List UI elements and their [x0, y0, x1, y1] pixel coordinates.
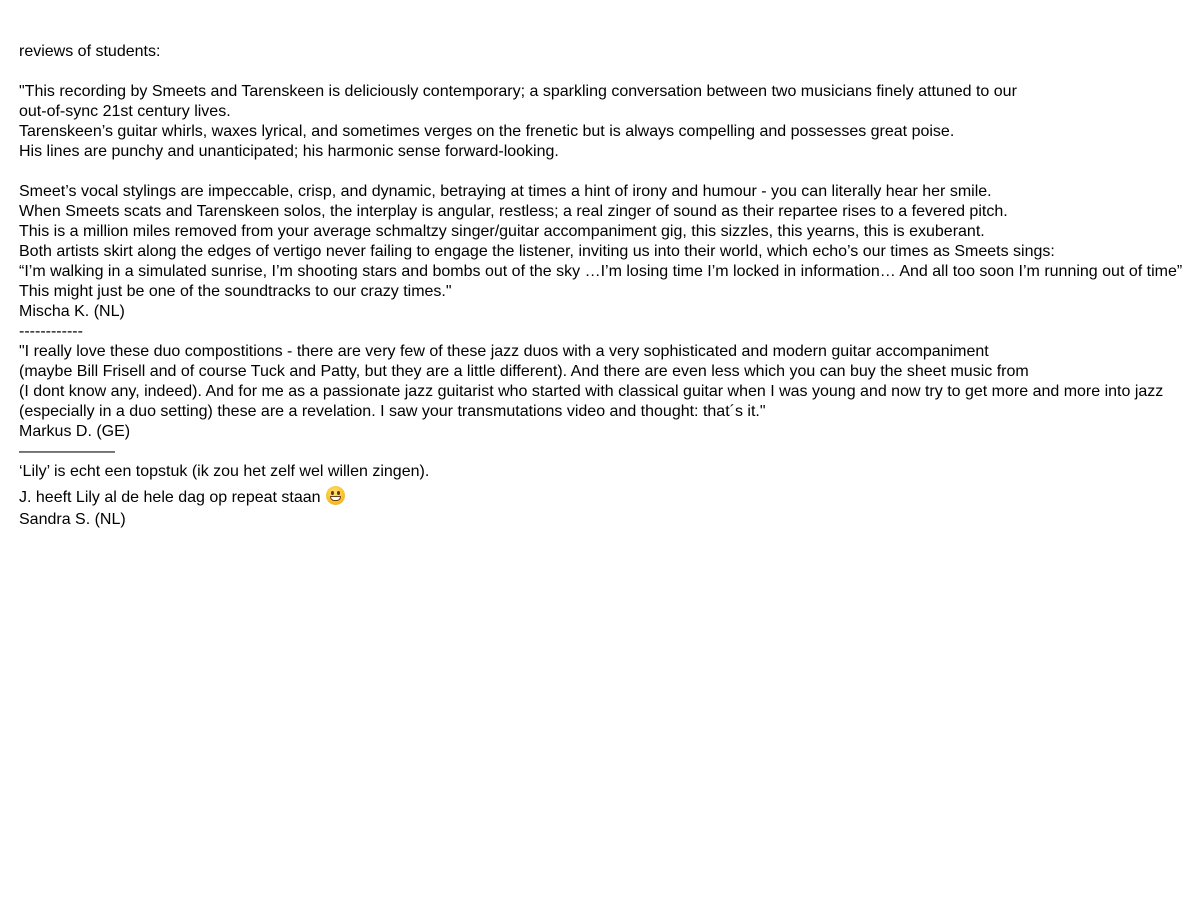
- review-line: out-of-sync 21st century lives.: [19, 103, 231, 120]
- review-line-with-emoji: [19, 486, 1194, 510]
- spacer: [19, 162, 1194, 182]
- review-mischa: [19, 82, 1194, 322]
- review-author: Mischa K. (NL): [19, 303, 125, 320]
- review-line: ‘Lily’ is echt een topstuk (ik zou het zelf wel willen zingen).: [19, 463, 430, 480]
- review-line: (I dont know any, indeed). And for me as a passionate jazz guitarist who started with classical guitar when I was young and now try to get more and more into jazz: [19, 383, 1164, 400]
- review-line: Tarenskeen’s guitar whirls, waxes lyrical, and sometimes verges on the frenetic but is always compelling and possesses great poise.: [19, 123, 955, 140]
- grinning-face-icon: [326, 486, 345, 505]
- reviews-document: [19, 42, 1194, 530]
- review-line: "This recording by Smeets and Tarenskeen is deliciously contemporary; a sparkling conversation between two musicians finely attuned to our: [19, 83, 1017, 100]
- separator-dashes: ------------: [19, 323, 83, 340]
- spacer: [19, 62, 1194, 82]
- review-author: Sandra S. (NL): [19, 511, 126, 528]
- review-line: “I’m walking in a simulated sunrise, I’m shooting stars and bombs out of the sky …I’m losing time I’m locked in information… And all too soon I’m running out of time”: [19, 263, 1183, 280]
- review-markus: [19, 342, 1194, 442]
- review-sandra: [19, 462, 1194, 530]
- review-line: (especially in a duo setting) these are a revelation. I saw your transmutations video and thought: that´s it.": [19, 403, 766, 420]
- review-line: "I really love these duo compostitions - there are very few of these jazz duos with a very sophisticated and modern guitar accompaniment: [19, 343, 989, 360]
- review-line: Smeet’s vocal stylings are impeccable, crisp, and dynamic, betraying at times a hint of irony and humour - you can literally hear her smile.: [19, 183, 992, 200]
- review-line: When Smeets scats and Tarenskeen solos, the interplay is angular, restless; a real zinger of sound as their repartee rises to a fevered pitch.: [19, 203, 1008, 220]
- review-line: Both artists skirt along the edges of vertigo never failing to engage the listener, inviting us into their world, which echo’s our times as Smeets sings:: [19, 243, 1055, 260]
- review-line: His lines are punchy and unanticipated; his harmonic sense forward-looking.: [19, 143, 559, 160]
- review-author: Markus D. (GE): [19, 423, 131, 440]
- review-line-text: J. heeft Lily al de hele dag op repeat staan: [19, 489, 321, 506]
- separator-em-dashes: ——————: [19, 443, 115, 460]
- review-line: (maybe Bill Frisell and of course Tuck and Patty, but they are a little different). And there are even less which you can buy the sheet music from: [19, 363, 1029, 380]
- page-heading: reviews of students:: [19, 43, 161, 60]
- review-line: This is a million miles removed from your average schmaltzy singer/guitar accompaniment gig, this sizzles, this yearns, this is exuberant.: [19, 223, 985, 240]
- review-line: This might just be one of the soundtracks to our crazy times.": [19, 283, 452, 300]
